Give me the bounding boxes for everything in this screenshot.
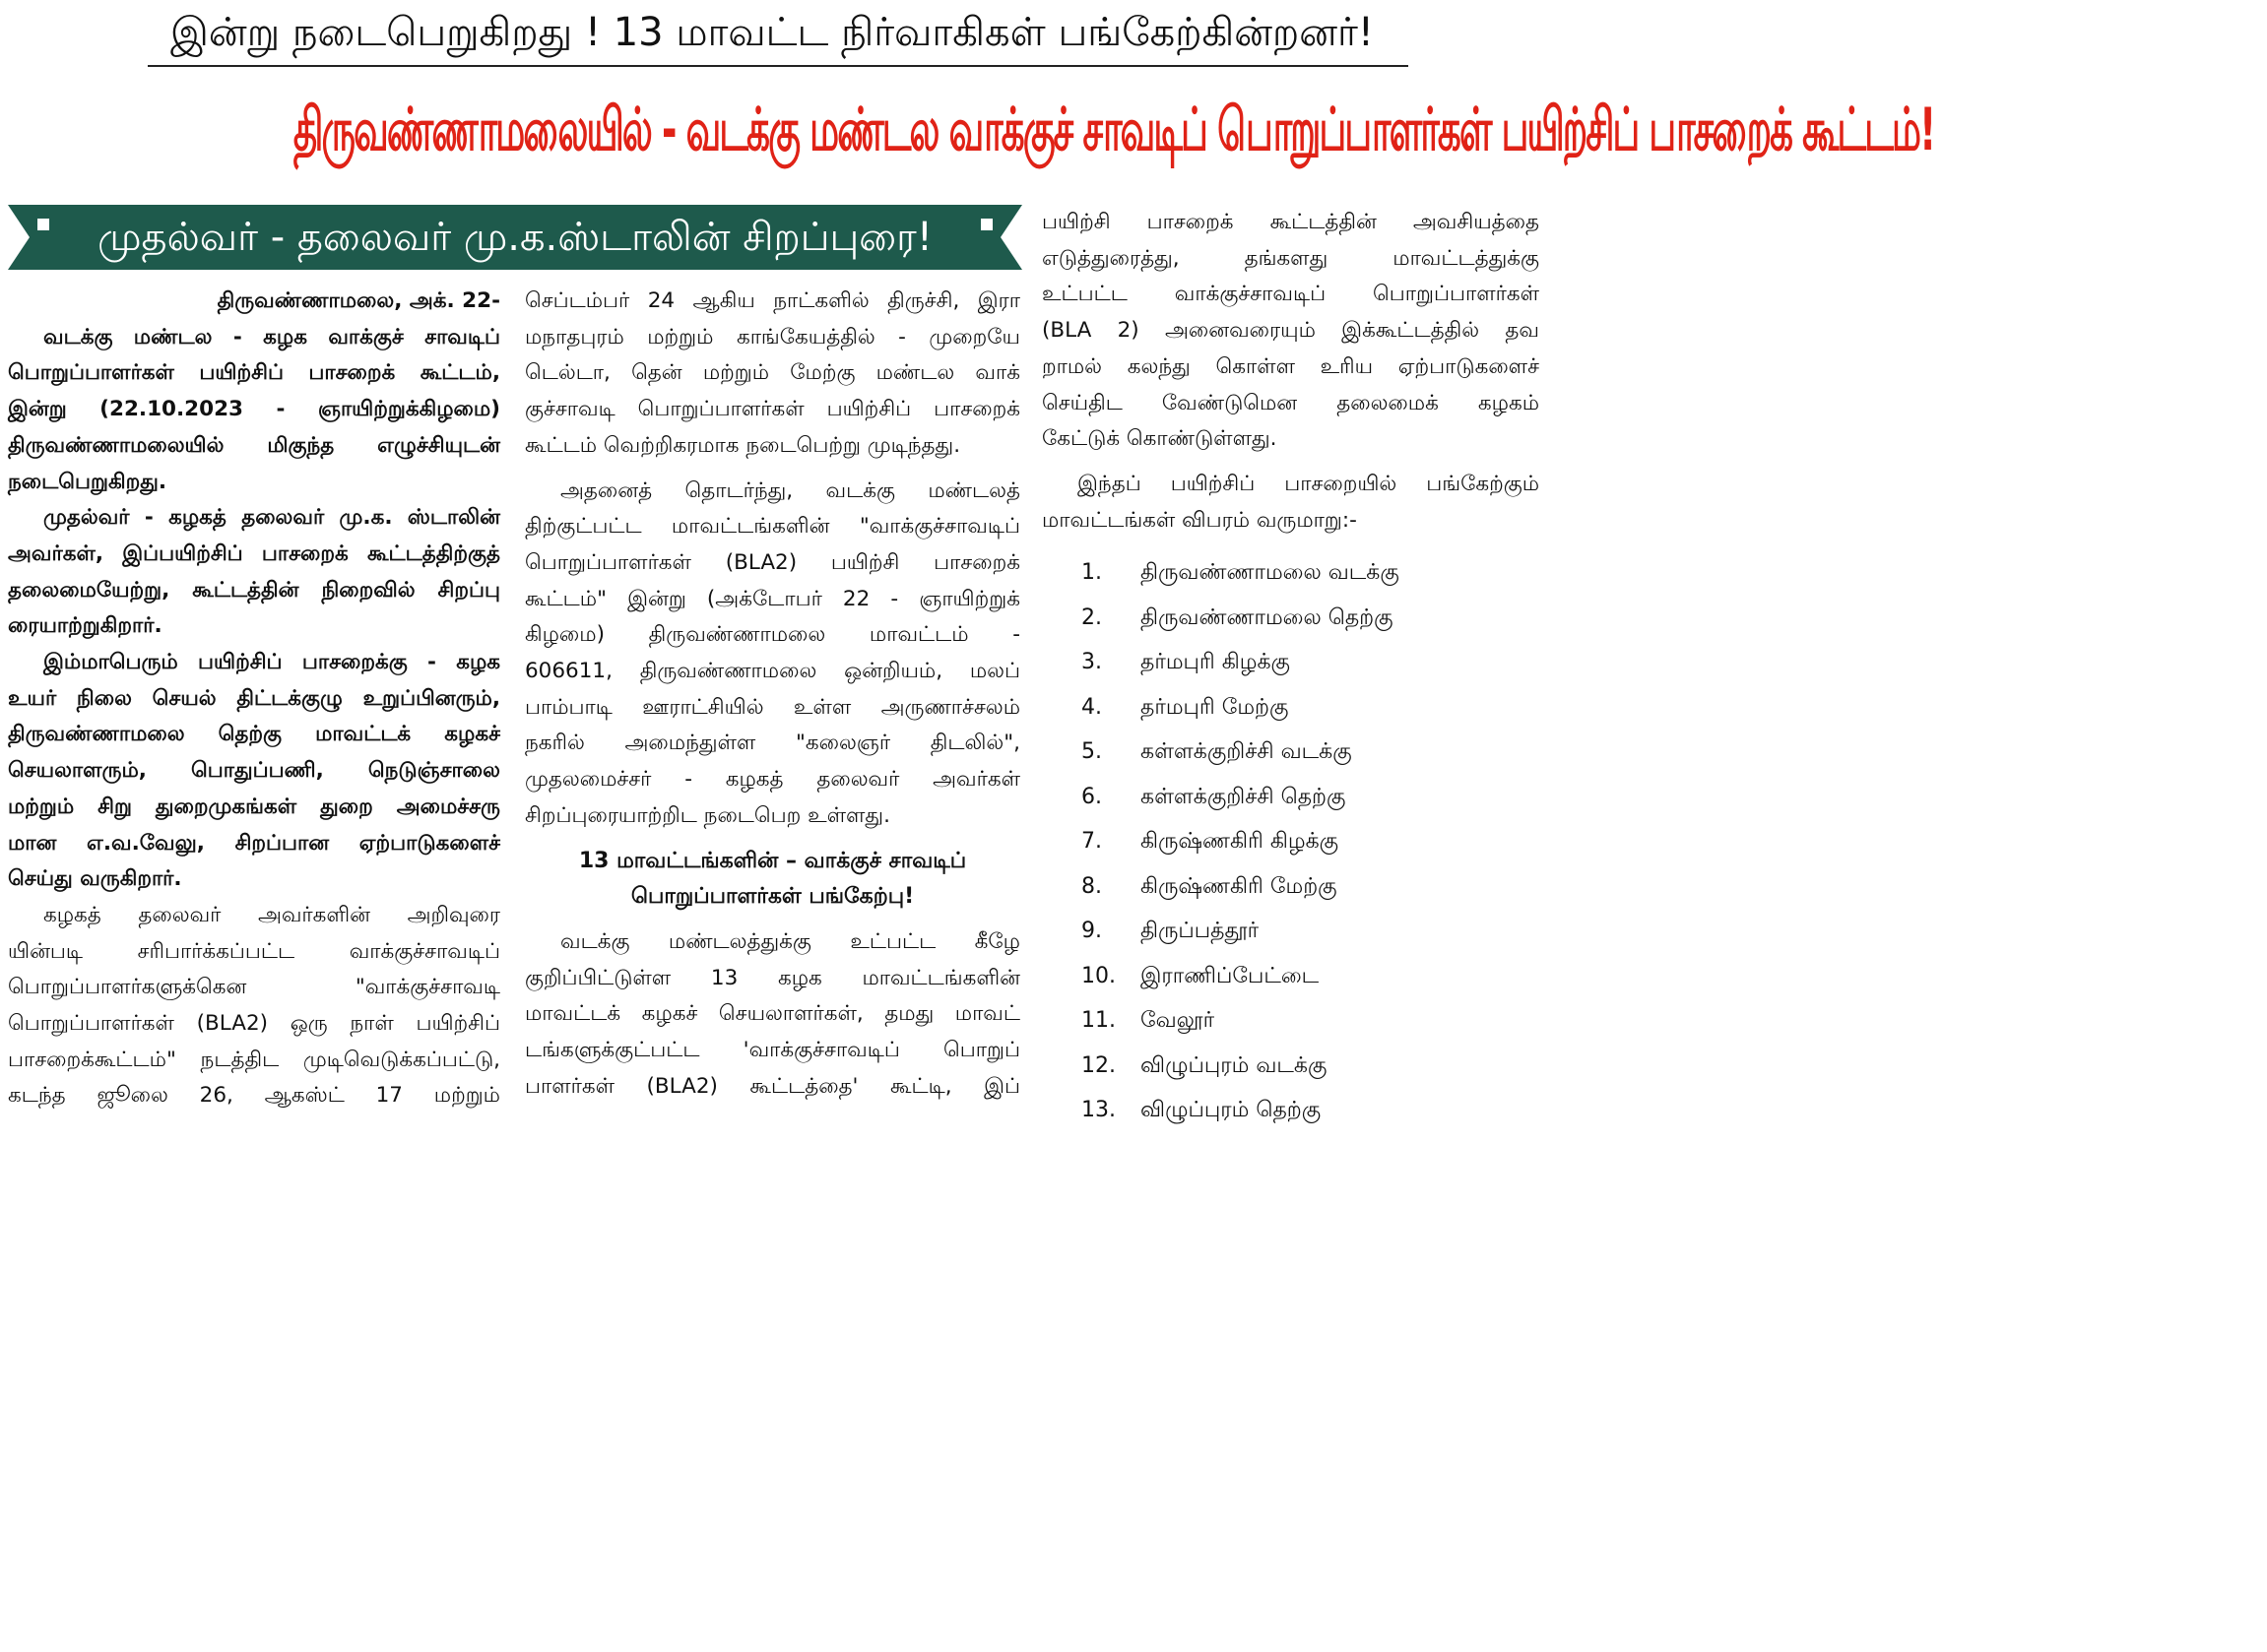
list-item <box>1042 640 1539 685</box>
list-number: 1. <box>1081 560 1102 586</box>
list-number: 7. <box>1081 829 1102 855</box>
text-line: திற்குட்பட்ட மாவட்டங்களின் "வாக்குச்சாவடிப் <box>525 514 1020 540</box>
text-line: முதல்வர் - கழகத் தலைவர் மு.க. ஸ்டாலின் <box>43 505 500 531</box>
section-subheading: பொறுப்பாளர்கள் பங்கேற்பு! <box>630 884 915 910</box>
article-column-3 <box>1042 205 1539 1133</box>
list-number: 8. <box>1081 873 1102 899</box>
text-line: பாம்பாடி ஊராட்சியில் உள்ள அருணாச்சலம் <box>525 694 1020 720</box>
district-name: தர்மபுரி மேற்கு <box>1140 694 1289 720</box>
text-line: மான எ.வ.வேலு, சிறப்பான ஏற்பாடுகளைச் <box>8 830 500 856</box>
text-line: கூட்டம்" இன்று (அக்டோபர் 22 - ஞாயிற்றுக் <box>525 586 1020 611</box>
text-line: கிழமை) திருவண்ணாமலை மாவட்டம் - <box>525 622 1020 648</box>
list-item <box>1042 864 1539 910</box>
text-line: அவர்கள், இப்பயிற்சிப் பாசறைக் கூட்டத்திற்குத் <box>8 540 500 566</box>
subheading-banner <box>8 205 1022 270</box>
list-number: 13. <box>1081 1098 1116 1123</box>
list-item <box>1042 1088 1539 1133</box>
district-name: விழுப்புரம் தெற்கு <box>1140 1098 1322 1123</box>
text-line: கழகத் தலைவர் அவர்களின் அறிவுரை <box>43 902 500 927</box>
text-line: குறிப்பிட்டுள்ள 13 கழக மாவட்டங்களின் <box>525 965 1020 990</box>
list-number: 5. <box>1081 739 1102 765</box>
text-line: ரையாற்றுகிறார். <box>8 613 162 639</box>
list-item <box>1042 596 1539 641</box>
list-item <box>1042 954 1539 999</box>
text-line: வடக்கு மண்டலத்துக்கு உட்பட்ட கீழே <box>560 928 1020 954</box>
list-item <box>1042 775 1539 820</box>
district-name: வேலூர் <box>1140 1008 1215 1034</box>
article-column-1 <box>8 284 500 1114</box>
list-item <box>1042 1044 1539 1089</box>
section-subheading: 13 மாவட்டங்களின் – வாக்குச் சாவடிப் <box>578 848 967 873</box>
list-number: 10. <box>1081 963 1116 988</box>
list-number: 4. <box>1081 694 1102 720</box>
text-line: அதனைத் தொடர்ந்து, வடக்கு மண்டலத் <box>560 477 1020 503</box>
district-name: கிருஷ்ணகிரி கிழக்கு <box>1140 829 1339 855</box>
text-line: பயிற்சி பாசறைக் கூட்டத்தின் அவசியத்தை <box>1042 210 1539 234</box>
district-name: விழுப்புரம் வடக்கு <box>1140 1052 1328 1078</box>
text-line: செய்து வருகிறார். <box>8 866 182 892</box>
kicker-headline: இன்று நடைபெறுகிறது ! 13 மாவட்ட நிர்வாகிகள் பங்கேற்கின்றனர்! <box>170 10 1374 55</box>
text-line: இன்று (22.10.2023 - ஞாயிற்றுக்கிழமை) <box>8 397 500 422</box>
list-item <box>1042 819 1539 864</box>
text-line: பொறுப்பாளர்கள் (BLA2) பயிற்சி பாசறைக் <box>525 549 1020 575</box>
list-item <box>1042 550 1539 596</box>
district-list <box>1042 550 1539 1133</box>
text-line: உட்பட்ட வாக்குச்சாவடிப் பொறுப்பாளர்கள் <box>1042 282 1539 307</box>
text-line: திருவண்ணாமலை தெற்கு மாவட்டக் கழகச் <box>8 722 500 747</box>
text-line: பாளர்கள் (BLA2) கூட்டத்தை' கூட்டி, இப் <box>525 1073 1020 1099</box>
text-line: இந்தப் பயிற்சிப் பாசறையில் பங்கேற்கும் <box>1077 471 1539 496</box>
district-name: கிருஷ்ணகிரி மேற்கு <box>1140 873 1337 899</box>
list-item <box>1042 730 1539 775</box>
text-line: மற்றும் சிறு துறைமுகங்கள் துறை அமைச்சரு <box>8 794 500 819</box>
banner-text: முதல்வர் - தலைவர் மு.க.ஸ்டாலின் சிறப்புரை! <box>97 215 933 260</box>
text-line: மநாதபுரம் மற்றும் காங்கேயத்தில் - முறையே <box>525 324 1020 349</box>
text-line: டங்களுக்குட்பட்ட 'வாக்குச்சாவடிப் பொறுப் <box>525 1038 1020 1063</box>
text-line: 606611, திருவண்ணாமலை ஒன்றியம், மலப் <box>525 659 1020 684</box>
text-line: மாவட்டங்கள் விபரம் வருமாறு:- <box>1042 507 1357 533</box>
list-number: 12. <box>1081 1052 1116 1078</box>
text-line: முதலமைச்சர் - கழகத் தலைவர் அவர்கள் <box>525 767 1020 793</box>
text-line: தலைமையேற்று, கூட்டத்தின் நிறைவில் சிறப்பு <box>8 577 500 603</box>
text-line: பொறுப்பாளர்கள் பயிற்சிப் பாசறைக் கூட்டம், <box>8 360 500 386</box>
text-line: டெல்டா, தென் மற்றும் மேற்கு மண்டல வாக் <box>525 360 1020 386</box>
text-line: செயலாளரும், பொதுப்பணி, நெடுஞ்சாலை <box>8 758 500 784</box>
text-line: வடக்கு மண்டல - கழக வாக்குச் சாவடிப் <box>43 324 500 349</box>
kicker-underline <box>148 65 1408 67</box>
list-item <box>1042 998 1539 1044</box>
text-line: கூட்டம் வெற்றிகரமாக நடைபெற்று முடிந்தது. <box>525 432 961 458</box>
text-line: சிறப்புரையாற்றிட நடைபெற உள்ளது. <box>525 802 890 828</box>
text-line: கேட்டுக் கொண்டுள்ளது. <box>1042 426 1277 452</box>
text-line: செப்டம்பர் 24 ஆகிய நாட்களில் திருச்சி, இரா <box>525 288 1020 313</box>
text-line: பாசறைக்கூட்டம்" நடத்திட முடிவெடுக்கப்பட்டு, <box>8 1047 500 1072</box>
district-name: இராணிப்பேட்டை <box>1140 963 1320 988</box>
list-number: 2. <box>1081 604 1102 630</box>
list-item <box>1042 685 1539 731</box>
list-item <box>1042 909 1539 954</box>
list-number: 9. <box>1081 919 1102 944</box>
text-line: (BLA 2) அனைவரையும் இக்கூட்டத்தில் தவ <box>1042 318 1539 344</box>
district-name: திருவண்ணாமலை தெற்கு <box>1140 604 1393 630</box>
district-name: கள்ளக்குறிச்சி தெற்கு <box>1140 784 1346 809</box>
district-name: திருப்பத்தூர் <box>1140 919 1260 944</box>
text-line: நடைபெறுகிறது. <box>8 469 167 494</box>
text-line: றாமல் கலந்து கொள்ள உரிய ஏற்பாடுகளைச் <box>1042 353 1539 379</box>
district-name: திருவண்ணாமலை வடக்கு <box>1140 560 1399 586</box>
text-line: யின்படி சரிபார்க்கப்பட்ட வாக்குச்சாவடிப் <box>8 938 500 964</box>
text-line: கடந்த ஜூலை 26, ஆகஸ்ட் 17 மற்றும் <box>8 1083 500 1109</box>
text-line: நகரில் அமைந்துள்ள "கலைஞர் திடலில்", <box>525 731 1020 756</box>
main-headline: திருவண்ணாமலையில் - வடக்கு மண்டல வாக்குச் சாவடிப் பொறுப்பாளர்கள் பயிற்சிப் பாசறைக் கூட்டம்! <box>292 95 1935 164</box>
article-column-2 <box>525 284 1020 1105</box>
text-line: செய்திட வேண்டுமென தலைமைக் கழகம் <box>1042 390 1539 415</box>
text-line: இம்மாபெரும் பயிற்சிப் பாசறைக்கு - கழக <box>43 650 500 675</box>
list-number: 3. <box>1081 650 1102 675</box>
text-line: எடுத்துரைத்து, தங்களது மாவட்டத்துக்கு <box>1042 245 1539 271</box>
text-line: குச்சாவடி பொறுப்பாளர்கள் பயிற்சிப் பாசறைக் <box>525 397 1020 422</box>
text-line: பொறுப்பாளர்களுக்கென "வாக்குச்சாவடி <box>8 975 500 1000</box>
text-line: திருவண்ணாமலையில் மிகுந்த எழுச்சியுடன் <box>8 432 500 458</box>
list-number: 11. <box>1081 1008 1116 1034</box>
text-line: உயர் நிலை செயல் திட்டக்குழு உறுப்பினரும், <box>8 685 500 711</box>
text-line: பொறுப்பாளர்கள் (BLA2) ஒரு நாள் பயிற்சிப் <box>8 1011 500 1037</box>
text-line: மாவட்டக் கழகச் செயலாளர்கள், தமது மாவட் <box>525 1001 1020 1027</box>
list-number: 6. <box>1081 784 1102 809</box>
district-name: தர்மபுரி கிழக்கு <box>1140 650 1290 675</box>
district-name: கள்ளக்குறிச்சி வடக்கு <box>1140 739 1352 765</box>
banner-notch-right <box>1001 205 1022 270</box>
dateline: திருவண்ணாமலை, அக். 22- <box>217 288 500 313</box>
banner-notch-left <box>8 205 30 270</box>
